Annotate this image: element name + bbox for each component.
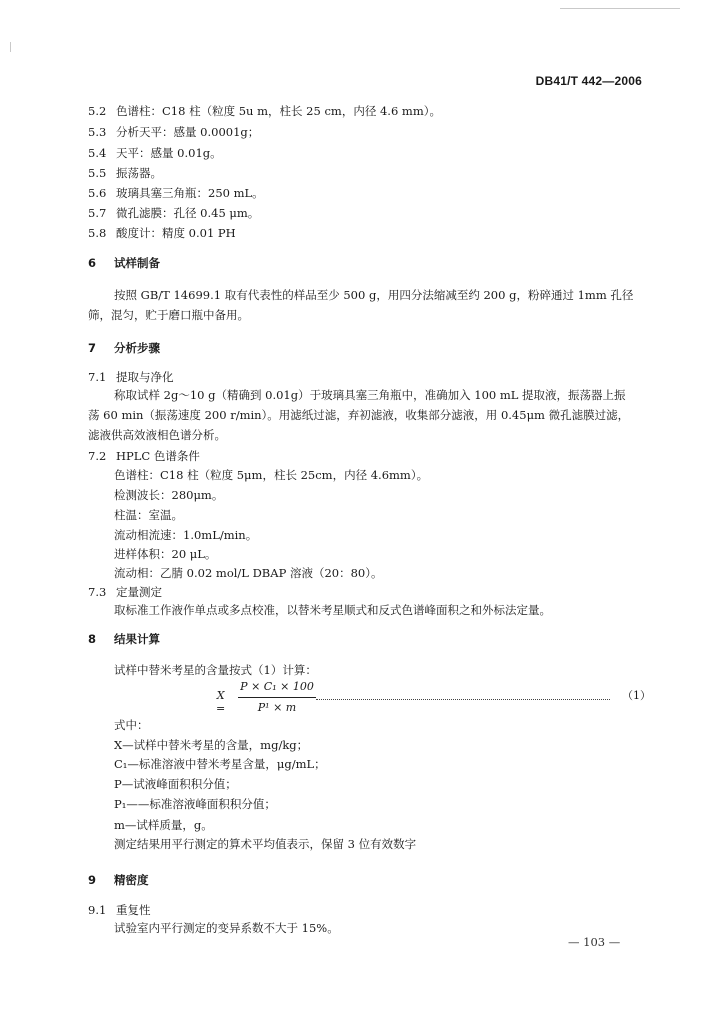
section-number: 6 (88, 256, 97, 270)
subsection-number: 7.2 (88, 449, 107, 463)
variable-definition: C₁—标准溶液中替米考星含量，μg/mL； (114, 757, 326, 771)
scan-artifact-left (10, 42, 11, 52)
section-title: 分析步骤 (114, 341, 160, 355)
hplc-condition-line: 检测波长：280μm。 (114, 488, 224, 502)
section-heading-9 (88, 873, 149, 887)
section-7-3-body: 取标准工作液作单点或多点校准，以替米考星顺式和反式色谱峰面积之和外标法定量。 (114, 603, 551, 617)
spec-item-text: 振荡器。 (116, 166, 162, 180)
subsection-title: 定量测定 (116, 585, 162, 599)
fraction-bar (238, 697, 316, 698)
hplc-condition-line: 进样体积：20 μL。 (114, 547, 217, 561)
spec-item-number: 5.8 (88, 226, 107, 240)
section-7-1-body: 称取试样 2g～10 g（精确到 0.01g）于玻璃具塞三角瓶中，准确加入 100 mL 提取液，振荡器上振荡 60 min（振荡速度 200 r/min）。用滤纸过滤，弃初滤液，收集部分滤液，用 0.45μm 微孔滤膜过滤，滤液供高效液相色谱分析。 (88, 388, 630, 442)
section-title: 精密度 (114, 873, 149, 887)
variable-definition: m—试样质量，g。 (114, 818, 213, 832)
hplc-condition-line: 流动相：乙腈 0.02 mol/L DBAP 溶液（20：80）。 (114, 566, 383, 580)
spec-item-text: 分析天平：感量 0.0001g； (116, 125, 260, 139)
variable-definition: P—试液峰面积积分值； (114, 777, 237, 791)
spec-item-text: 玻璃具塞三角瓶：250 mL。 (116, 186, 264, 200)
scan-artifact-top (560, 8, 680, 9)
spec-item-text: 色谱柱：C18 柱（粒度 5u m，柱长 25 cm，内径 4.6 mm）。 (116, 104, 441, 118)
spec-item-text: 微孔滤膜：孔径 0.45 μm。 (116, 206, 260, 220)
formula-denominator: P¹ × m (257, 701, 297, 714)
hplc-condition-line: 色谱柱：C18 柱（粒度 5μm，柱长 25cm，内径 4.6mm）。 (114, 468, 429, 482)
subsection-title: 重复性 (116, 903, 151, 917)
formula-leader-dots (316, 697, 610, 700)
formula-lhs: X = (216, 689, 226, 715)
section-heading-6 (88, 256, 160, 270)
spec-item (88, 146, 222, 160)
hplc-condition-line: 流动相流速：1.0mL/min。 (114, 528, 258, 542)
subsection-heading-7-3 (88, 585, 162, 599)
document-code: DB41/T 442—2006 (535, 74, 642, 88)
spec-item-number: 5.5 (88, 166, 107, 180)
subsection-number: 9.1 (88, 903, 107, 917)
spec-item (88, 104, 441, 118)
subsection-title: HPLC 色谱条件 (116, 449, 200, 463)
result-note: 测定结果用平行测定的算术平均值表示，保留 3 位有效数字 (114, 837, 417, 851)
spec-item (88, 186, 264, 200)
subsection-title: 提取与净化 (116, 370, 174, 384)
spec-item-number: 5.7 (88, 206, 107, 220)
spec-item-number: 5.2 (88, 104, 107, 118)
spec-item (88, 166, 162, 180)
spec-item (88, 125, 259, 139)
section-number: 8 (88, 632, 97, 646)
section-6-body: 按照 GB/T 14699.1 取有代表性的样品至少 500 g，用四分法缩减至约 200 g，粉碎通过 1mm 孔径筛，混匀，贮于磨口瓶中备用。 (88, 288, 634, 322)
hplc-condition-line: 柱温：室温。 (114, 508, 183, 522)
spec-item (88, 226, 236, 240)
spec-item-number: 5.3 (88, 125, 107, 139)
subsection-heading-7-2 (88, 449, 200, 463)
section-heading-7 (88, 341, 160, 355)
section-title: 试样制备 (114, 256, 160, 270)
page-number: — 103 — (568, 935, 621, 949)
variable-definition: P₁——标准溶液峰面积积分值； (114, 797, 276, 811)
spec-item-number: 5.6 (88, 186, 107, 200)
section-number: 9 (88, 873, 97, 887)
equation-number: （1） (622, 689, 651, 702)
subsection-heading-7-1 (88, 370, 174, 384)
subsection-number: 7.3 (88, 585, 107, 599)
section-heading-8 (88, 632, 160, 646)
spec-item (88, 206, 259, 220)
spec-item-text: 酸度计：精度 0.01 PH (116, 226, 236, 240)
section-title: 结果计算 (114, 632, 160, 646)
subsection-heading-9-1 (88, 903, 151, 917)
formula-numerator: P × C₁ × 100 (240, 680, 314, 693)
formula-intro: 试样中替米考星的含量按式（1）计算： (114, 663, 317, 677)
where-label: 式中： (114, 718, 149, 732)
section-9-1-body: 试验室内平行测定的变异系数不大于 15%。 (114, 921, 339, 935)
section-number: 7 (88, 341, 97, 355)
variable-definition: X—试样中替米考星的含量，mg/kg； (114, 738, 309, 752)
spec-item-text: 天平：感量 0.01g。 (116, 146, 222, 160)
subsection-number: 7.1 (88, 370, 107, 384)
spec-item-number: 5.4 (88, 146, 107, 160)
